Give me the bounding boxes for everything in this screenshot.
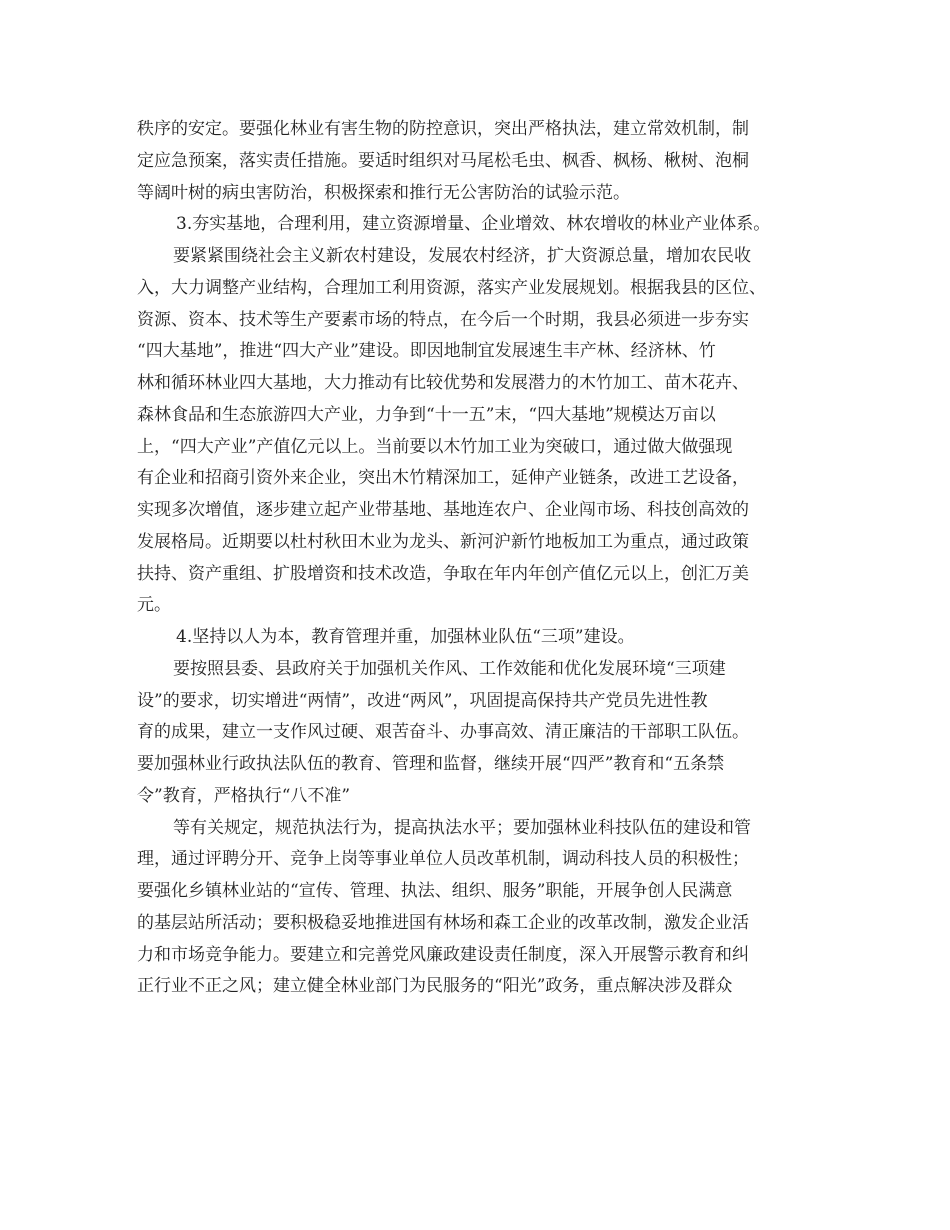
text-line: 力和市场竞争能力。要建立和完善党风廉政建设责任制度，深入开展警示教育和纠	[137, 944, 749, 965]
text-line: 等阔叶树的病虫害防治，积极探索和推行无公害防治的试验示范。	[137, 182, 630, 203]
text-line: 入，大力调整产业结构，合理加工利用资源，落实产业发展规划。根据我县的区位、	[137, 277, 766, 298]
text-line: 要加强林业行政执法队伍的教育、管理和监督，继续开展“四严”教育和“五条禁	[137, 754, 725, 774]
paragraph-start-line: 要按照县委、县政府关于加强机关作风、工作效能和优化发展环境“三项建	[173, 658, 726, 679]
document-body	[137, 114, 817, 1003]
text-line: 正行业不正之风；建立健全林业部门为民服务的“阳光”政务，重点解决涉及群众	[137, 976, 733, 997]
text-line: 有企业和招商引资外来企业，突出木竹精深加工，延伸产业链条，改进工艺设备，	[137, 468, 749, 489]
text-line: 元。	[137, 595, 171, 616]
paragraph-start-line: 等有关规定，规范执法行为，提高执法水平；要加强林业科技队伍的建设和管	[173, 817, 751, 838]
text-line: 定应急预案，落实责任措施。要适时组织对马尾松毛虫、枫香、枫杨、楸树、泡桐	[137, 150, 749, 171]
text-line: 理，通过评聘分开、竞争上岗等事业单位人员改革机制，调动科技人员的积极性；	[137, 849, 749, 870]
text-line: 实现多次增值，逐步建立起产业带基地、基地连农户、企业闯市场、科技创高效的	[137, 500, 749, 520]
text-line: 育的成果，建立一支作风过硬、艰苦奋斗、办事高效、清正廉洁的干部职工队伍。	[137, 722, 749, 743]
section-heading-4: 4.坚持以人为本，教育管理并重，加强林业队伍“三项”建设。	[176, 627, 635, 647]
text-line: 森林食品和生态旅游四大产业，力争到“十一五”末，“四大基地”规模达万亩以	[137, 404, 716, 425]
text-line: 设”的要求，切实增进“两情”，改进“两风”，巩固提高保持共产党员先进性教	[137, 690, 708, 711]
text-line: 上，“四大产业”产值亿元以上。当前要以木竹加工业为突破口，通过做大做强现	[137, 436, 733, 457]
text-line: 令”教育，严格执行“八不准”	[137, 785, 351, 806]
text-line: 发展格局。近期要以杜村秋田木业为龙头、新河沪新竹地板加工为重点，通过政策	[137, 531, 749, 552]
section-heading-3: 3.夯实基地，合理利用，建立资源增量、企业增效、林农增收的林业产业体系。	[176, 214, 771, 235]
text-line: “四大基地”，推进“四大产业”建设。即因地制宜发展速生丰产林、经济林、竹	[137, 341, 716, 362]
text-line: 要强化乡镇林业站的“宣传、管理、执法、组织、服务”职能，开展争创人民满意	[137, 881, 733, 901]
text-line: 资源、资本、技术等生产要素市场的特点，在今后一个时期，我县必须进一步夯实	[137, 309, 749, 330]
text-line: 扶持、资产重组、扩股增资和技术改造，争取在年内年创产值亿元以上，创汇万美	[137, 563, 749, 584]
text-line: 林和循环林业四大基地，大力推动有比较优势和发展潜力的木竹加工、苗木花卉、	[137, 373, 749, 393]
text-line: 的基层站所活动；要积极稳妥地推进国有林场和森工企业的改革改制，激发企业活	[137, 912, 749, 933]
paragraph-start-line: 要紧紧围绕社会主义新农村建设，发展农村经济，扩大资源总量，增加农民收	[173, 246, 751, 266]
text-line: 秩序的安定。要强化林业有害生物的防控意识，突出严格执法，建立常效机制，制	[137, 119, 749, 139]
